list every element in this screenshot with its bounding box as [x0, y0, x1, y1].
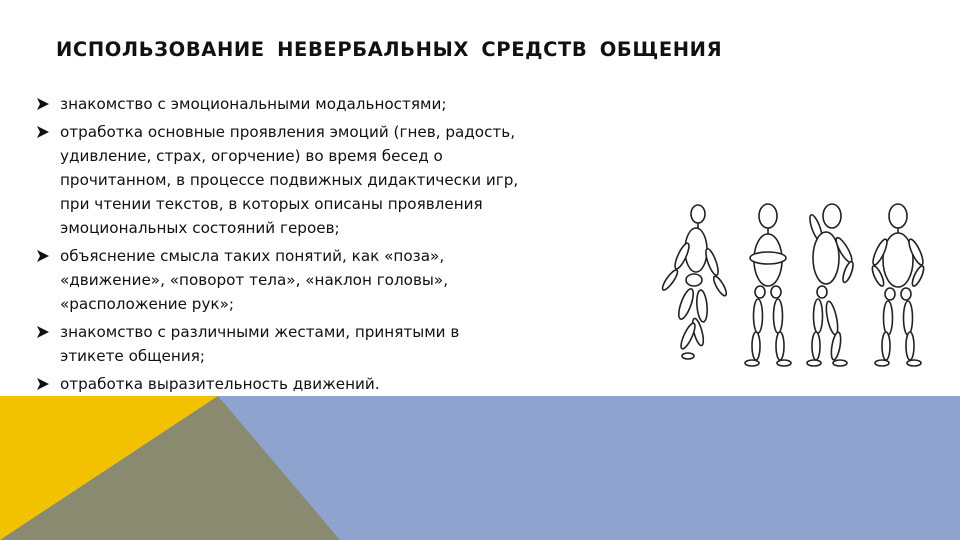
list-item — [36, 244, 656, 316]
list-item — [36, 320, 656, 368]
bullet-text: знакомство с различными жестами, принятыми в этикете общения; — [60, 323, 460, 365]
body-language-figures-icon — [636, 188, 936, 373]
figure-hands-on-hips — [870, 204, 926, 366]
figure-walking — [660, 205, 728, 359]
list-item — [36, 92, 656, 116]
bullet-text: объяснение смысла таких понятий, как «поза», «движение», «поворот тела», «наклон головы», «расположение рук»; — [60, 247, 449, 313]
figure-arms-crossed — [745, 204, 791, 366]
list-item — [36, 120, 656, 240]
bullet-text: знакомство с эмоциональными модальностями; — [60, 95, 447, 113]
bullet-text: отработка основные проявления эмоций (гнев, радость, удивление, страх, огорчение) во время бесед о прочитанном, в процессе подвижных дидактически игр, при чтении текстов, в которых описаны проявления эмоциональных состояний героев; — [60, 123, 519, 237]
arrow-bullet-icon — [36, 377, 50, 391]
arrow-bullet-icon — [36, 325, 50, 339]
slide-title: ИСПОЛЬЗОВАНИЕ НЕВЕРБАЛЬНЫХ СРЕДСТВ ОБЩЕНИЯ — [56, 38, 723, 61]
arrow-bullet-icon — [36, 249, 50, 263]
list-item — [36, 372, 656, 396]
arrow-bullet-icon — [36, 125, 50, 139]
arrow-bullet-icon — [36, 97, 50, 111]
bullet-text: отработка выразительность движений. — [60, 375, 380, 393]
bullet-list — [36, 92, 656, 400]
figure-hand-to-head — [807, 204, 855, 366]
